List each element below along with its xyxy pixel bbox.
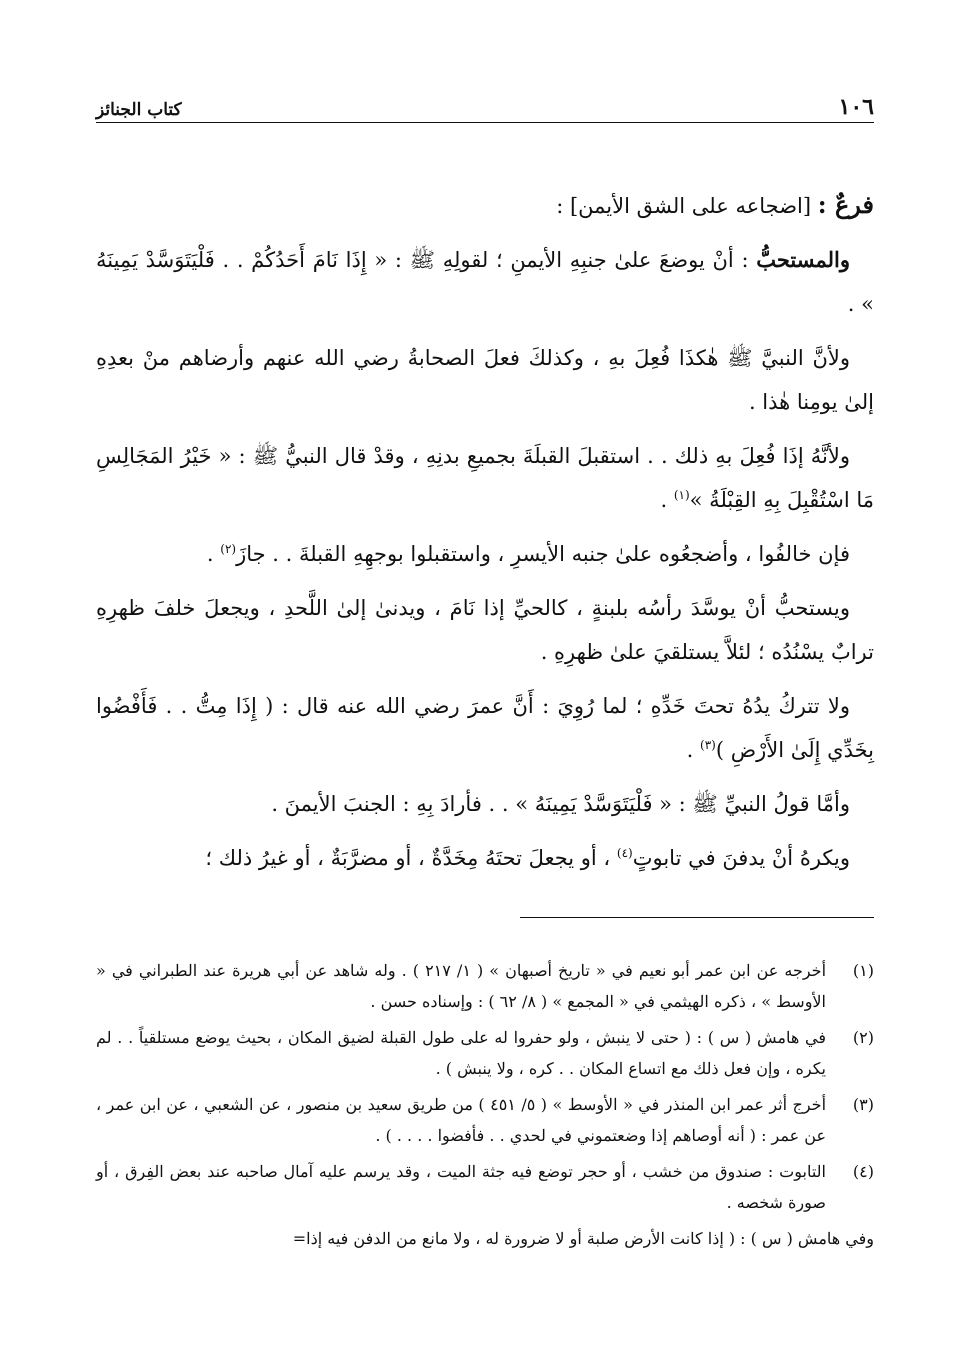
section-heading xyxy=(96,183,874,228)
paragraph-1 xyxy=(96,238,874,326)
header-rule xyxy=(96,122,874,123)
footnote-rule xyxy=(520,917,874,918)
footnote-3 xyxy=(96,1089,874,1151)
paragraph-8-text-a: ويكرهُ أنْ يدفنَ في تابوتٍ xyxy=(632,846,850,870)
paragraph-6 xyxy=(96,684,874,772)
footnote-number: (٢) xyxy=(852,1028,874,1047)
paragraph-8-text-b: ، أو يجعلَ تحتَهُ مِخَدَّةٌ ، أو مضرَّبَةٌ ، أو غيرُ ذلك ؛ xyxy=(205,846,617,870)
paragraph-1-text: : أنْ يوضعَ علىٰ جنبِهِ الأيمنِ ؛ لقولِهِ ﷺ : « إِذَا نَامَ أَحَدُكُمْ . . فَلْيَتَوَسَّدْ يَمِينَهُ » . xyxy=(96,248,874,316)
footnote-number: (٣) xyxy=(852,1095,874,1114)
paragraph-6-text: ولا تتركُ يدُهُ تحتَ خَدِّهِ ؛ لما رُوِيَ : أَنَّ عمرَ رضي الله عنه قال : ( إِذَا مِتُّ . . فَأَفْضُوا بِخَدِّي إِلَىٰ الأَرْضِ ) xyxy=(96,694,874,762)
paragraph-2: ولأنَّ النبيَّ ﷺ هٰكذَا فُعِلَ بهِ ، وكذلكَ فعلَ الصحابةُ رضي الله عنهم وأرضاهم منْ بعدِهِ إلىٰ يومِنا هٰذا . xyxy=(96,346,874,414)
footnote-number: (١) xyxy=(852,961,874,980)
footnote-2 xyxy=(96,1022,874,1084)
paragraph-4-end: . xyxy=(206,542,221,566)
main-text xyxy=(96,183,874,890)
footnote-text: أخرجه عن ابن عمر أبو نعيم في « تاريخ أصبهان » ( ١/ ٢١٧ ) . وله شاهد عن أبي هريرة عند الطبراني في « الأوسط » ، ذكره الهيثمي في « المجمع » ( ٨/ ٦٢ ) : وإسناده حسن . xyxy=(96,961,827,1011)
footnote-1 xyxy=(96,955,874,1017)
footnote-4 xyxy=(96,1156,874,1218)
paragraph-5: ويستحبُّ أنْ يوسَّدَ رأسُه بلبنةٍ ، كالحيِّ إذا نَامَ ، ويدنىٰ إلىٰ اللَّحدِ ، ويجعلَ خلفَ ظهرِهِ ترابٌ يسْنُدُه ؛ لئلاَّ يستلقيَ علىٰ ظهرِهِ . xyxy=(96,596,874,664)
paragraph-6-end: . xyxy=(686,738,701,762)
footnote-ref-2[interactable]: (٢) xyxy=(220,542,237,556)
footnote-ref-4[interactable]: (٤) xyxy=(616,846,633,860)
footnote-text: التابوت : صندوق من خشب ، أو حجر توضع فيه جثة الميت ، وقد يرسم عليه آمال صاحبه عند بعض الفِرق ، أو صورة شخصه . xyxy=(96,1162,826,1212)
paragraph-4-text: فإن خالفُوا ، وأضجعُوه علىٰ جنبه الأيسرِ ، واستقبلوا بوجهِهِ القبلةَ . . جازَ xyxy=(236,542,850,566)
running-head: كتاب الجنائز xyxy=(96,100,182,120)
footnote-number: (٤) xyxy=(852,1162,874,1181)
paragraph-7: وأمَّا قولُ النبيِّ ﷺ : « فَلْيَتَوَسَّدْ يَمِينَهُ » . . فأرادَ بِهِ : الجنبَ الأيمنَ . xyxy=(271,792,850,816)
footnote-text: في هامش ( س ) : ( حتى لا ينبش ، ولو حفروا له على طول القبلة لضيق المكان ، بحيث يوضع مستلقياً . . لم يكره ، وإن فعل ذلك مع اتساع المكان . . كره ، ولا ينبش ) . xyxy=(96,1028,827,1078)
footnote-text: أخرج أثر عمر ابن المنذر في « الأوسط » ( ٥/ ٤٥١ ) من طريق سعيد بن منصور ، عن الشعبي ، عن ابن عمر ، عن عمر : ( أنه أوصاهم إذا وضعتموني في لحدي . . فأفضوا . . . . ) . xyxy=(96,1095,827,1145)
page-header xyxy=(96,86,874,120)
paragraph-8 xyxy=(96,836,874,880)
heading-label: فرعٌ : xyxy=(817,190,874,219)
footnote-ref-1[interactable]: (١) xyxy=(673,488,690,502)
paragraph-3-text: ولأنَّهُ إذَا فُعِلَ بهِ ذلك . . استقبلَ القبلَةَ بجميعِ بدنِهِ ، وقدْ قال النبيُّ ﷺ : « خَيْرُ المَجَالِسِ مَا اسْتُقْبِلَ بِهِ القِبْلَةُ » xyxy=(96,444,874,512)
paragraph-3-end: . xyxy=(660,488,674,512)
paragraph-3 xyxy=(96,434,874,522)
paragraph-4 xyxy=(96,532,874,576)
heading-title: [اضجاعه على الشق الأيمن] : xyxy=(556,194,812,218)
paragraph-1-lead: والمستحبُّ xyxy=(756,247,850,272)
footnotes xyxy=(96,955,874,1254)
footnote-ref-3[interactable]: (٣) xyxy=(700,738,716,752)
footnote-continuation: وفي هامش ( س ) : ( إذا كانت الأرض صلبة أو لا ضرورة له ، ولا مانع من الدفن فيه إذا= xyxy=(292,1229,874,1248)
page-number: ١٠٦ xyxy=(838,94,874,120)
